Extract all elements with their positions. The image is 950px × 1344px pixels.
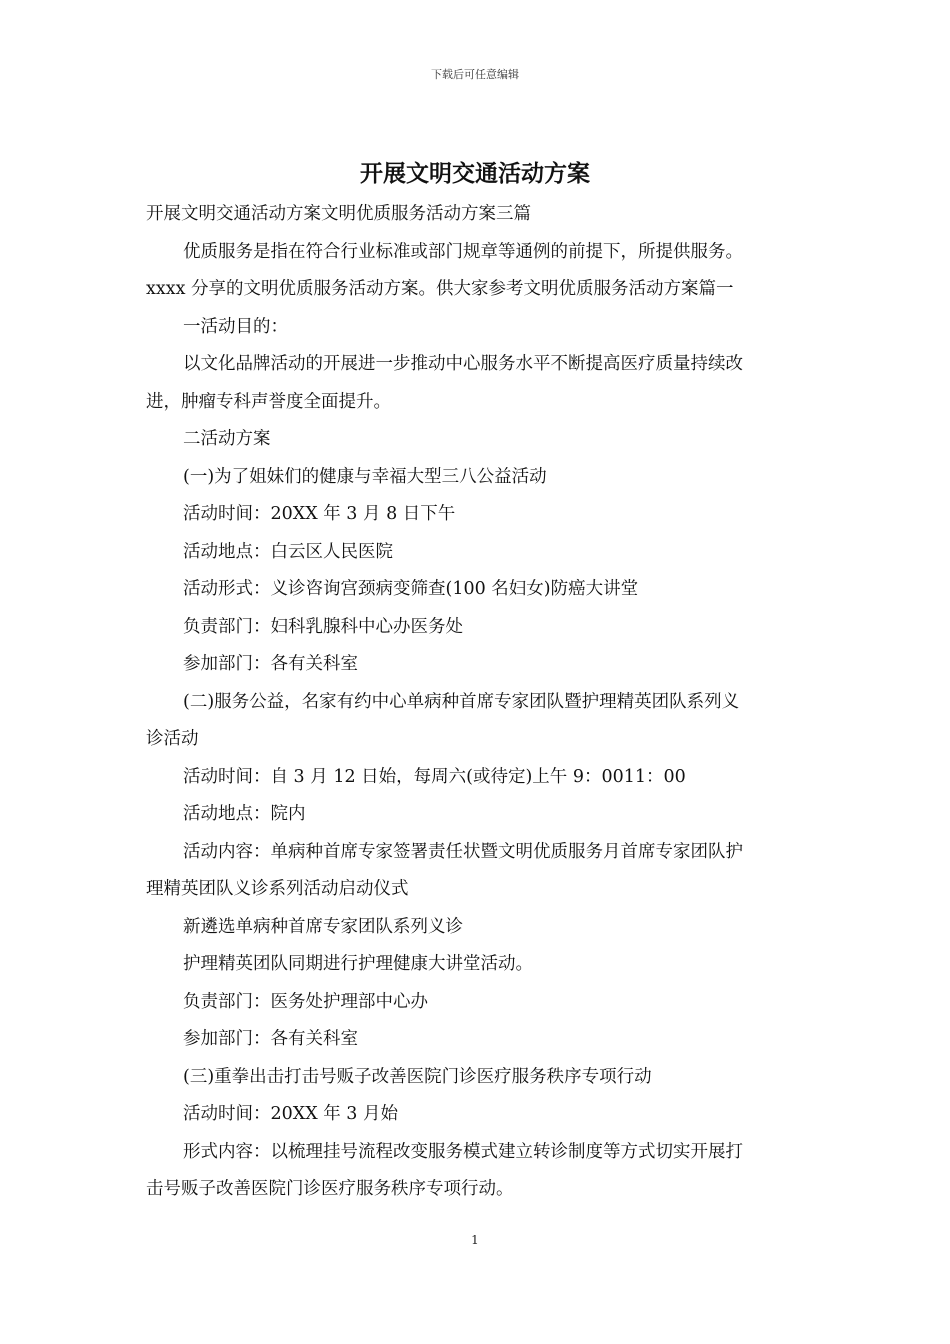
paragraph-line: 二活动方案 xyxy=(183,429,271,449)
page-number: 1 xyxy=(471,1233,479,1247)
paragraph-line: (二)服务公益，名家有约中心单病种首席专家团队暨护理精英团队系列义 xyxy=(183,691,740,712)
paragraph-line: 活动时间：自 3 月 12 日始，每周六(或待定)上午 9：0011：00 xyxy=(183,766,686,787)
page-header-note: 下载后可任意编辑 xyxy=(431,68,519,81)
paragraph-line: 活动形式：义诊咨询宫颈病变筛查(100 名妇女)防癌大讲堂 xyxy=(183,579,639,599)
paragraph-line: 诊活动 xyxy=(146,729,199,749)
paragraph-line: 新遴选单病种首席专家团队系列义诊 xyxy=(183,916,463,937)
paragraph-line: 活动内容：单病种首席专家签署责任状暨文明优质服务月首席专家团队护 xyxy=(183,841,743,862)
paragraph-line: 参加部门：各有关科室 xyxy=(183,654,358,674)
paragraph-line: 参加部门：各有关科室 xyxy=(183,1029,358,1049)
paragraph-line: 护理精英团队同期进行护理健康大讲堂活动。 xyxy=(183,954,533,974)
paragraph-line: 开展文明交通活动方案文明优质服务活动方案三篇 xyxy=(146,204,531,224)
paragraph-line: 负责部门：医务处护理部中心办 xyxy=(183,991,428,1012)
paragraph-line: 活动地点：院内 xyxy=(183,804,306,824)
paragraph-line: 一活动目的： xyxy=(183,316,288,337)
paragraph-line: 活动时间：20XX 年 3 月始 xyxy=(183,1104,399,1124)
paragraph-line: 以文化品牌活动的开展进一步推动中心服务水平不断提高医疗质量持续改 xyxy=(183,354,743,374)
paragraph-line: 进，肿瘤专科声誉度全面提升。 xyxy=(146,391,391,412)
paragraph-line: (一)为了姐妹们的健康与幸福大型三八公益活动 xyxy=(183,466,547,487)
document-title: 开展文明交通活动方案 xyxy=(360,160,590,187)
paragraph-line: (三)重拳出击打击号贩子改善医院门诊医疗服务秩序专项行动 xyxy=(183,1066,652,1087)
paragraph-line: 活动时间：20XX 年 3 月 8 日下午 xyxy=(183,504,456,524)
document-body xyxy=(146,196,816,1209)
paragraph-line: 负责部门：妇科乳腺科中心办医务处 xyxy=(183,616,463,637)
paragraph-line: 理精英团队义诊系列活动启动仪式 xyxy=(146,879,409,899)
paragraph-line: 形式内容：以梳理挂号流程改变服务模式建立转诊制度等方式切实开展打 xyxy=(183,1141,743,1162)
paragraph-line: 优质服务是指在符合行业标准或部门规章等通例的前提下，所提供服务。 xyxy=(183,241,743,262)
paragraph-line: 击号贩子改善医院门诊医疗服务秩序专项行动。 xyxy=(146,1179,514,1199)
paragraph-line: 活动地点：白云区人民医院 xyxy=(183,541,393,562)
paragraph-line: xxxx 分享的文明优质服务活动方案。供大家参考文明优质服务活动方案篇一 xyxy=(146,279,734,299)
